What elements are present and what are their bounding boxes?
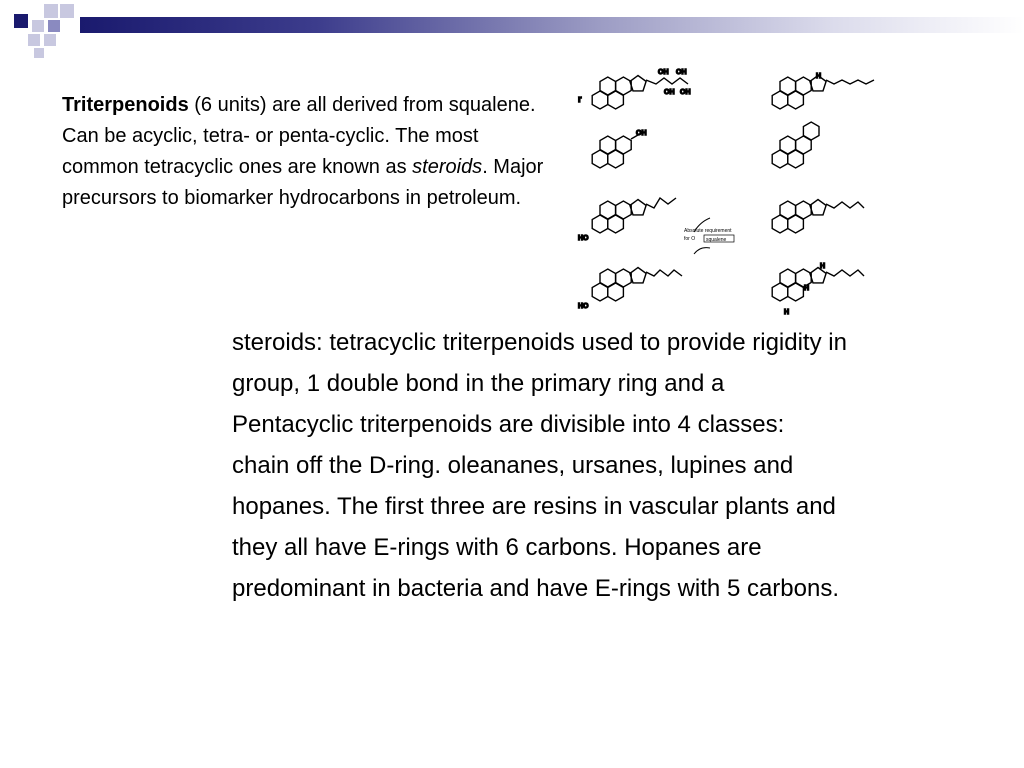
body-paragraph xyxy=(232,322,972,609)
side-chain xyxy=(826,270,864,276)
ring xyxy=(810,200,826,215)
side-chain xyxy=(826,202,864,208)
structure-label: OH xyxy=(664,89,675,96)
ring xyxy=(803,122,819,140)
note-text: squalene xyxy=(706,237,727,243)
structure-label: HO xyxy=(578,303,589,310)
ring xyxy=(616,77,632,95)
side-chain xyxy=(826,80,874,84)
slide-logo xyxy=(0,0,80,64)
body-line: predominant in bacteria and have E-rings with 5 carbons. xyxy=(232,575,840,602)
reaction-arrows xyxy=(694,218,710,254)
structure-label: HO xyxy=(578,235,589,242)
ring xyxy=(630,200,646,215)
note-text: for O xyxy=(684,236,696,242)
ring xyxy=(600,201,616,219)
intro-text-2: . Major precursors to biomarker hydrocarbons in petroleum. xyxy=(62,156,544,209)
oxygen-requirement-note xyxy=(684,228,734,243)
note-text: Absolute requirement xyxy=(684,228,732,234)
title-gradient-bar xyxy=(80,17,1024,33)
structure-pentacyclic-2 xyxy=(772,200,864,234)
ring xyxy=(630,268,646,283)
body-line: they all have E-rings with 6 carbons. Hopanes are xyxy=(232,534,762,561)
side-chain xyxy=(646,78,688,84)
arrow-path xyxy=(694,248,710,254)
side-chain xyxy=(646,270,682,276)
ring xyxy=(796,201,812,219)
ring xyxy=(780,269,796,287)
ring xyxy=(630,76,646,91)
body-line: Pentacyclic triterpenoids are divisible into 4 classes: xyxy=(232,411,785,438)
structure-squalene-derivative xyxy=(578,69,691,109)
ring xyxy=(600,269,616,287)
ring xyxy=(600,77,616,95)
ring xyxy=(616,269,632,287)
structure-label: OH xyxy=(680,89,691,96)
side-chain xyxy=(646,198,676,208)
ring xyxy=(780,201,796,219)
structure-label: H xyxy=(820,263,826,270)
intro-term: Triterpenoids xyxy=(62,94,189,116)
body-line: chain off the D-ring. oleananes, ursanes, lupines and xyxy=(232,452,794,479)
structure-label: H xyxy=(816,73,822,80)
intro-italic: steroids xyxy=(412,156,483,178)
ring xyxy=(616,136,632,154)
intro-text-1: (6 units) are all derived from squalene. Can be acyclic, tetra- or penta-cyclic. The most common tetracyclic ones are known as xyxy=(62,94,536,178)
body-line: hopanes. The first three are resins in vascular plants and xyxy=(232,493,836,520)
structure-hopanoid-1 xyxy=(772,73,874,109)
structure-hopanoid-2 xyxy=(772,263,864,316)
structure-pentacyclic-1 xyxy=(772,122,819,168)
structure-label: H xyxy=(784,309,790,316)
intro-paragraph xyxy=(62,90,557,214)
ring xyxy=(780,77,796,95)
structure-label: OH xyxy=(636,130,647,137)
ring xyxy=(616,201,632,219)
structure-label: H xyxy=(804,285,810,292)
structure-label: r xyxy=(578,94,582,104)
triterpenoid-structures-figure xyxy=(570,50,910,320)
ring xyxy=(600,136,616,154)
structure-triterpenoid-2 xyxy=(592,130,646,168)
body-line: group, 1 double bond in the primary ring and a xyxy=(232,370,725,397)
structure-label: OH xyxy=(676,69,687,76)
structure-sterol-1 xyxy=(578,198,676,242)
structure-label: OH xyxy=(658,69,669,76)
structure-sterol-2 xyxy=(578,268,682,311)
ring xyxy=(796,77,812,95)
ring xyxy=(780,136,796,154)
body-line: steroids: tetracyclic triterpenoids used to provide rigidity in xyxy=(232,329,847,356)
